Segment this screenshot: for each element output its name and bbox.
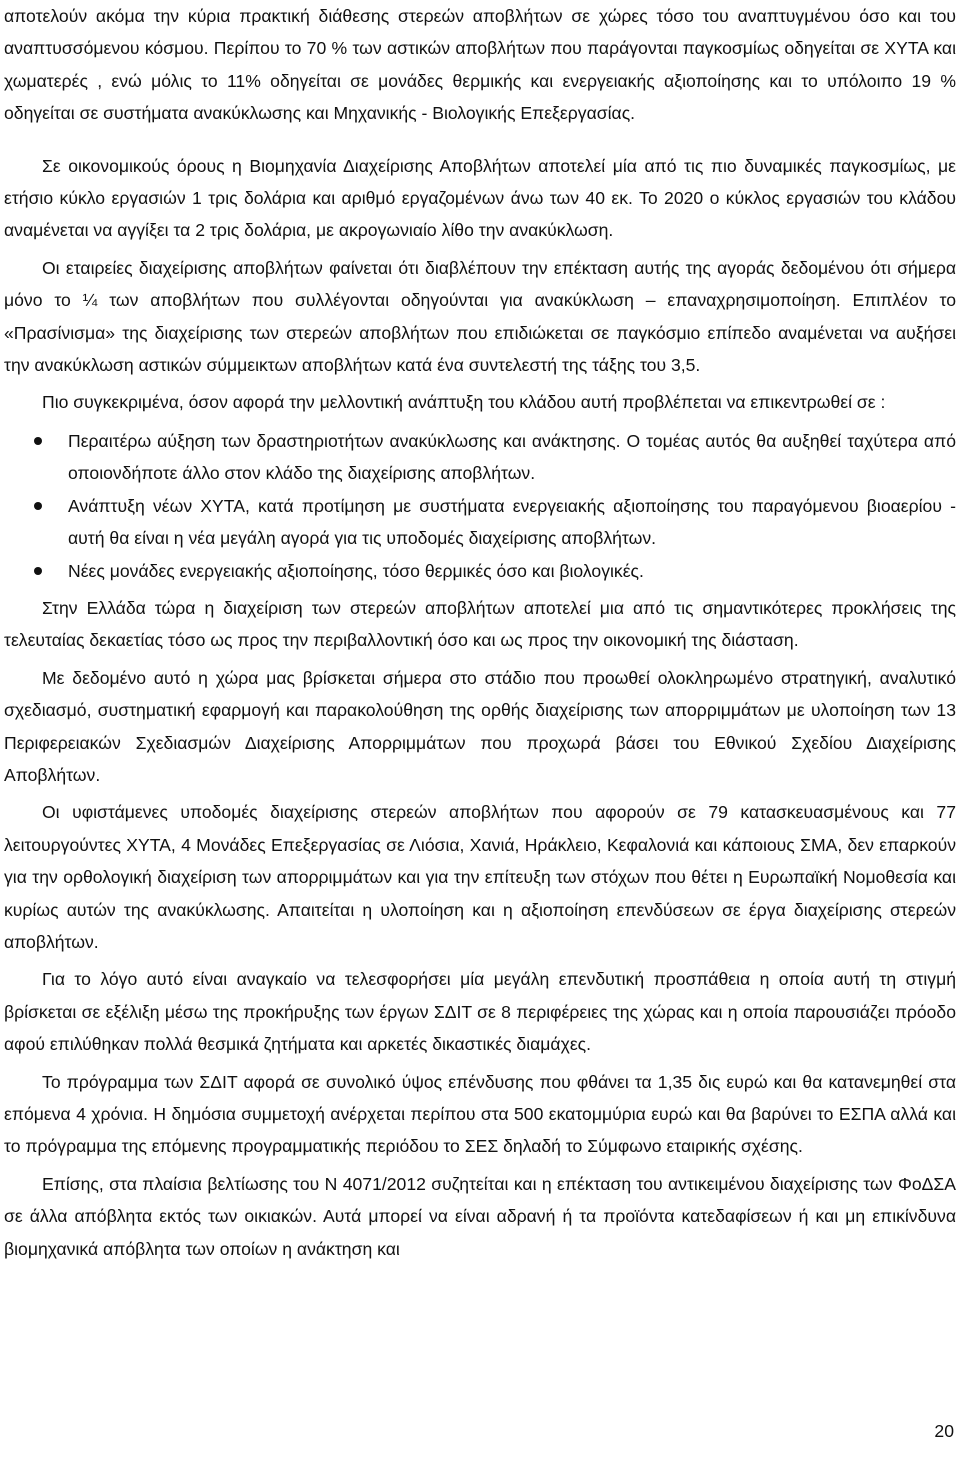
list-item: Περαιτέρω αύξηση των δραστηριοτήτων ανακύκλωσης και ανάκτησης. Ο τομέας αυτός θα αυξηθεί ταχύτερα από οποιονδήποτε άλλο στον κλάδο της διαχείρισης αποβλήτων. (4, 425, 956, 490)
paragraph-infrastructure: Οι υφιστάμενες υποδομές διαχείρισης στερεών αποβλήτων που αφορούν σε 79 κατασκευασμένους και 77 λειτουργούντες ΧΥΤΑ, 4 Μονάδες Επεξεργασίας σε Λιόσια, Χανιά, Ηράκλειο, Κεφαλονιά και κάποιους ΣΜΑ, δεν επαρκούν για την ορθολογική διαχείριση των απορριμμάτων και για την επίτευξη των στόχων που θέτει η Ευρωπαϊκή Νομοθεσία και κυρίως αυτών της ανακύκλωσης. Απαιτείται η υλοποίηση και η αξιοποίηση επενδύσεων σε έργα διαχείρισης στερεών αποβλήτων. (4, 802, 956, 952)
paragraph-economics: Σε οικονομικούς όρους η Βιομηχανία Διαχείρισης Αποβλήτων αποτελεί μία από τις πιο δυναμικές παγκοσμίως, με ετήσιο κύκλο εργασιών 1 τρις δολάρια και αριθμό εργαζομένων άνω των 40 εκ. Το 2020 ο κύκλος εργασιών του κλάδου αναμένεται να αγγίξει τα 2 τρις δολάρια, με ακρογωνιαίο λίθο την ανακύκλωση. (4, 155, 956, 241)
paragraph-law: Επίσης, στα πλαίσια βελτίωσης του Ν 4071/2012 συζητείται και η επέκταση του αντικειμένου διαχείρισης των ΦοΔΣΑ σε άλλα απόβλητα εκτός των οικιακών. Αυτά μπορεί να είναι αδρανή ή τα προϊόντα κατεδαφίσεων ή και μη επικίνδυνα βιομηχανικά απόβλητα των οποίων η ανάκτηση και (4, 1173, 956, 1259)
paragraph-strategy: Με δεδομένο αυτό η χώρα μας βρίσκεται σήμερα στο στάδιο που προωθεί ολοκληρωμένο στρατηγική, αναλυτικό σχεδιασμό, συστηματική εφαρμογή και παρακολούθηση της ορθής διαχείρισης των απορριμμάτων με υλοποίηση των 13 Περιφερειακών Σχεδιασμών Διαχείρισης Απορριμμάτων που προχωρά βάσει του Εθνικού Σχεδίου Διαχείρισης Αποβλήτων. (4, 667, 956, 785)
bullet-list (4, 425, 956, 587)
bullet-icon (34, 567, 42, 575)
paragraph-greece: Στην Ελλάδα τώρα η διαχείριση των στερεών αποβλήτων αποτελεί μια από τις σημαντικότερες προκλήσεις της τελευταίας δεκαετίας τόσο ως προς την περιβαλλοντική όσο και ως προς την οικονομική της διάσταση. (4, 597, 956, 651)
bullet-icon (34, 437, 42, 445)
list-item: Νέες μονάδες ενεργειακής αξιοποίησης, τόσο θερμικές όσο και βιολογικές. (4, 555, 956, 587)
paragraph-investment: Για το λόγο αυτό είναι αναγκαίο να τελεσφορήσει μία μεγάλη επενδυτική προσπάθεια η οποία αυτή τη στιγμή βρίσκεται σε εξέλιξη μέσω της προκήρυξης των έργων ΣΔΙΤ σε 8 περιφέρειες της χώρας και η οποία παρουσιάζει πρόοδο αφού επιλύθηκαν πολλά θεσμικά ζητήματα και αρκετές δικαστικές διαμάχες. (4, 969, 956, 1055)
paragraph-future: Πιο συγκεκριμένα, όσον αφορά την μελλοντική ανάπτυξη του κλάδου αυτή προβλέπεται να επικεντρωθεί σε : (42, 392, 886, 413)
paragraph-intro: αποτελούν ακόμα την κύρια πρακτική διάθεσης στερεών αποβλήτων σε χώρες τόσο του αναπτυγμένου όσο και του αναπτυσσόμενου κόσμου. Περίπου το 70 % των αστικών αποβλήτων που παράγονται παγκοσμίως οδηγείται σε ΧΥΤΑ και χωματερές , ενώ μόλις το 11% οδηγείται σε μονάδες θερμικής και ενεργειακής αξιοποίησης και το υπόλοιπο 19 % οδηγείται σε συστήματα ανακύκλωσης και Μηχανικής - Βιολογικής Επεξεργασίας. (4, 6, 956, 124)
paragraph-companies: Οι εταιρείες διαχείρισης αποβλήτων φαίνεται ότι διαβλέπουν την επέκταση αυτής της αγοράς δεδομένου ότι σήμερα μόνο το ¼ των αποβλήτων που συλλέγονται οδηγούνται για ανακύκλωση – επαναχρησιμοποίηση. Επιπλέον το «Πρασίνισμα» της διαχείρισης των στερεών αποβλήτων που επιδιώκεται σε παγκόσμιο επίπεδο αναμένεται να αυξήσει την ανακύκλωση αστικών σύμμεικτων αποβλήτων κατά ένα συντελεστή της τάξης του 3,5. (4, 257, 956, 376)
paragraph-ppp-program: Το πρόγραμμα των ΣΔΙΤ αφορά σε συνολικό ύψος επένδυσης που φθάνει τα 1,35 δις ευρώ και θα κατανεμηθεί στα επόμενα 4 χρόνια. Η δημόσια συμμετοχή ανέρχεται περίπου στα 500 εκατομμύρια ευρώ και θα βαρύνει το ΕΣΠΑ αλλά και το πρόγραμμα της επόμενης προγραμματικής περιόδου το ΣΕΣ δηλαδή το Σύμφωνο εταιρικής σχέσης. (4, 1071, 956, 1157)
page-number: 20 (934, 1421, 954, 1441)
bullet-icon (34, 502, 42, 510)
list-item: Ανάπτυξη νέων ΧΥΤΑ, κατά προτίμηση με συστήματα ενεργειακής αξιοποίησης του παραγόμενου βιοαερίου - αυτή θα είναι η νέα μεγάλη αγορά για τις υποδομές διαχείρισης αποβλήτων. (4, 490, 956, 555)
document-page (4, 0, 956, 1265)
